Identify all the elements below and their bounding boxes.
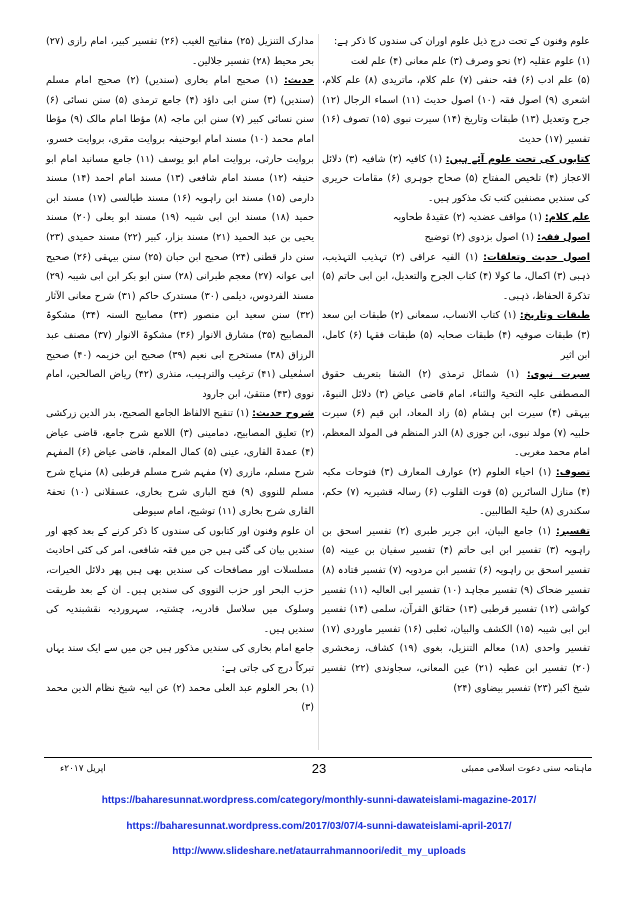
section-heading: اصول حدیث وتعلقات: [483,251,590,263]
section-heading: تصوف: [555,467,590,479]
paragraph: تصوف: (۱) احیاء العلوم (۲) عوارف المعارف (۳) فتوحات مکیہ (۴) منازل السائرین (۵) قوت القلوب (۶) رسالہ قشیریہ (۷) حکم، سکندری (۸) حلیۃ الطالبین۔ [322,467,590,518]
section-heading: شروح حدیث: [252,408,314,420]
right-column [322,32,590,698]
paragraph: (۵) علم ادب (۶) فقہ حنفی (۷) علم کلام، ماتریدی (۸) علم کلام، اشعری (۹) اصول فقہ (۱۰) اصول حدیث (۱۱) اسماء الرجال (۱۲) جرح وتعدیل (۱۳) طبقات وتاریخ (۱۴) سیرت نبوی (۱۵) تصوف (۱۶) تفسیر (۱۷) حدیث [322,75,590,145]
left-column [46,32,314,718]
paragraph: علوم وفنون کے تحت درج ذیل علوم اوران کی سندوں کا ذکر ہے: [333,36,590,47]
paragraph: حدیث: (۱) صحیح امام بخاری (سندیں) (۲) صحیح امام مسلم (سندیں) (۳) سنن ابی داؤد (۴) جامع ترمذی (۵) سنن نسائی (۶) سنن نسائی کبیر (۷) سنن ابن ماجہ (۸) مؤطا امام مالک (۹) مؤطا امام محمد (۱۰) مسند امام ابوحنیفہ بروایت مقری، بروایت خسرو، بروایت حارثی، بروایت امام ابو یوسف (۱۱) جامع مسانید امام ابو حنیفہ (۱۲) مسند امام شافعی (۱۳) مسند امام احمد (۱۴) مسند دارمی (۱۵) مسند ابن راہویہ (۱۶) مسند طیالسی (۱۷) مسند ابن حمید (۱۸) مسند ابن ابی شیبہ (۱۹) مسند ابو یعلی (۲۰) مسند یحیی بن عبد الحمید (۲۱) مسند بزار، کبیر (۲۲) مسند حمیدی (۲۳) سنن دار قطنی (۲۴) صحیح ابن حبان (۲۵) سنن بیہقی (۲۶) صحیح ابی عوانہ (۲۷) معجم طبرانی (۲۸) سنن ابو بکر ابن ابی شیبہ (۲۹) مسند الفردوس، دیلمی (۳۰) مستدرک حاکم (۳۱) شرح معانی الآثار (۳۲) سنن سعید ابن منصور (۳۳) مصابیح السنہ (۳۴) مشکوۃ المصابیح (۳۵) مشارق الانوار (۳۶) مشکوۃ الانوار (۳۷) مصنف عبد الرزاق (۳۸) مستخرج ابی نعیم (۳۹) صحیح ابن خزیمہ (۴۰) صحیح اسمٰعیلی (۴۱) ترغیب والترہیب، منذری (۴۲) ریاض الصالحین، امام نووی (۴۳) منتقیٰ، ابن جارود [46,75,315,400]
paragraph: (۱) علوم عقلیہ (۲) نحو وصرف (۳) علم معانی (۴) علم لغت [351,55,590,67]
paragraph: جامع امام بخاری کی سندیں مذکور ہیں جن میں سے ایک سند یہاں تبرکاً درج کی جاتی ہے: [46,643,314,674]
section-heading: اصول فقہ: [537,231,590,243]
paragraph: تفسیر: (۱) جامع البیان، ابن جریر طبری (۲) تفسیر اسحق بن راہویہ (۳) تفسیر ابن ابی حاتم (۴) تفسیر سفیان بن عیینہ (۵) تفسیر اسحق بن راہویہ (۶) تفسیر ابن مردویہ (۷) تفسیر قتادہ (۸) تفسیر ضحاک (۹) تفسیر مجاہد (۱۰) تفسیر ابی العالیہ (۱۱) تفسیر کواشی (۱۲) تفسیر قرطبی (۱۳) حقائق القرآن، سلمی (۱۴) تفسیر ابن ابی شیبہ (۱۵) الکشف والبیان، ثعلبی (۱۶) تفسیر ماوردی (۱۷) تفسیر واحدی (۱۸) معالم التنزیل، بغوی (۱۹) کشاف، زمخشری (۲۰) تفسیر ابن عطیہ (۲۱) عین المعانی، سجاوندی (۲۲) تفسیر شیخ اکبر (۲۳) تفسیر بیضاوی (۲۴) [322,525,591,694]
issue-month: اپریل ۲۰۱۷ء [60,764,106,774]
section-heading: تفسیر: [555,525,590,537]
column-divider [318,34,319,750]
footer-rule [44,757,592,758]
paragraph: طبقات وتاریخ: (۱) کتاب الانساب، سمعانی (۲) طبقات ابن سعد (۳) طبقات صوفیہ (۴) طبقات صحابہ (۵) طبقات فقہا (۶) کامل، ابن اثیر [322,310,590,361]
paragraph: (۱) بحر العلوم عبد العلی محمد (۲) عن ابیہ شیخ نظام الدین محمد (۳) [46,682,314,714]
paragraph: اصول حدیث وتعلقات: (۱) الفیہ عراقی (۲) تہذیب التہذیب، ذہبی (۳) اکمال، ما کولا (۴) کتاب الجرح والتعدیل، ابن ابی حاتم (۵) تذکرۃ الحفاظ، ذہبی۔ [322,251,590,302]
section-heading: علم کلام: [544,212,590,224]
slideshare-link[interactable]: http://www.slideshare.net/ataurrahmannoori/edit_my_uploads [172,846,466,857]
paragraph: اصول فقہ: (۱) اصول بزدوی (۲) توضیح [424,231,590,243]
paragraph: مدارک التنزیل (۲۵) مفاتیح الغیب (۲۶) تفسیر کبیر، امام رازی (۲۷) بحر محیط (۲۸) تفسیر جلالین۔ [46,36,314,67]
paragraph: شروح حدیث: (۱) تنقیح الالفاظ الجامع الصحیح، بدر الدین زرکشی (۲) تعلیق المصابیح، دمامینی (۳) اللامع شرح جامع، قاضی عیاض (۴) عمدۃ القاری، عینی (۵) کمال المعلم، قاضی عیاض (۶) المفہم شرح مسلم، مازری (۷) مفہم شرح مسلم قرطبی (۸) منہاج شرح مسلم للنووی (۹) فتح الباری شرح بخاری، عسقلانی (۱۰) تحفۃ القاری شرح بخاری (۱۱) توشیح، امام سیوطی [46,408,315,518]
paragraph: کتابوں کی تحت علوم آئے ہیں: (۱) کافیہ (۲) شافیہ (۳) دلائل الاعجاز (۴) تلخیص المفتاح (۵) صحاح جوہری (۶) مقامات حریری کی سندیں مصنفین کتب تک مذکور ہیں۔ [322,153,590,204]
paragraph: ان علوم وفنون اور کتابوں کی سندوں کا ذکر کرنے کے بعد کچھ اور سندیں بیان کی گئی ہیں جن میں فقہ شافعی، امر کی کئی احادیث مسلسلات اور مصافحات کی سندیں بھی ہیں پھر دلائل الخیرات، حزب البحر اور حزب النووی کی سندیں ہیں۔ ان کے بعد طریقت وسلوک میں سلاسل قادریہ، چشتیہ، سہروردیہ نقشبندیہ کی سندیں ہیں۔ [46,525,314,635]
magazine-category-link[interactable]: https://baharesunnat.wordpress.com/category/monthly-sunni-dawateislami-magazine-2017/ [101,795,537,806]
section-heading: سیرت نبوی: [526,369,590,381]
issue-post-link[interactable]: https://baharesunnat.wordpress.com/2017/03/07/4-sunni-dawateislami-april-2017/ [126,821,512,832]
section-heading: حدیث: [283,75,314,87]
section-heading: کتابوں کی تحت علوم آئے ہیں: [445,153,590,165]
paragraph: سیرت نبوی: (۱) شمائل ترمذی (۲) الشفا بتعریف حقوق المصطفی علیہ التحیۃ والثناء، امام قاضی عیاض (۳) دلائل النبوۃ، بیہقی (۴) سیرت ابن ہشام (۵) زاد المعاد، ابن قیم (۶) سیرت حلبیہ (۷) مولد نبوی، ابن جوزی (۸) الدر المنظم فی المولد المعظم، امام محمد مغربی۔ [322,369,590,459]
magazine-name: ماہنامہ سنی دعوت اسلامی ممبئی [461,764,592,774]
page-number: 23 [311,761,327,776]
paragraph: علم کلام: (۱) مواقف عضدیہ (۲) عقیدۂ طحاویہ [392,212,590,224]
section-heading: طبقات وتاریخ: [519,310,590,322]
